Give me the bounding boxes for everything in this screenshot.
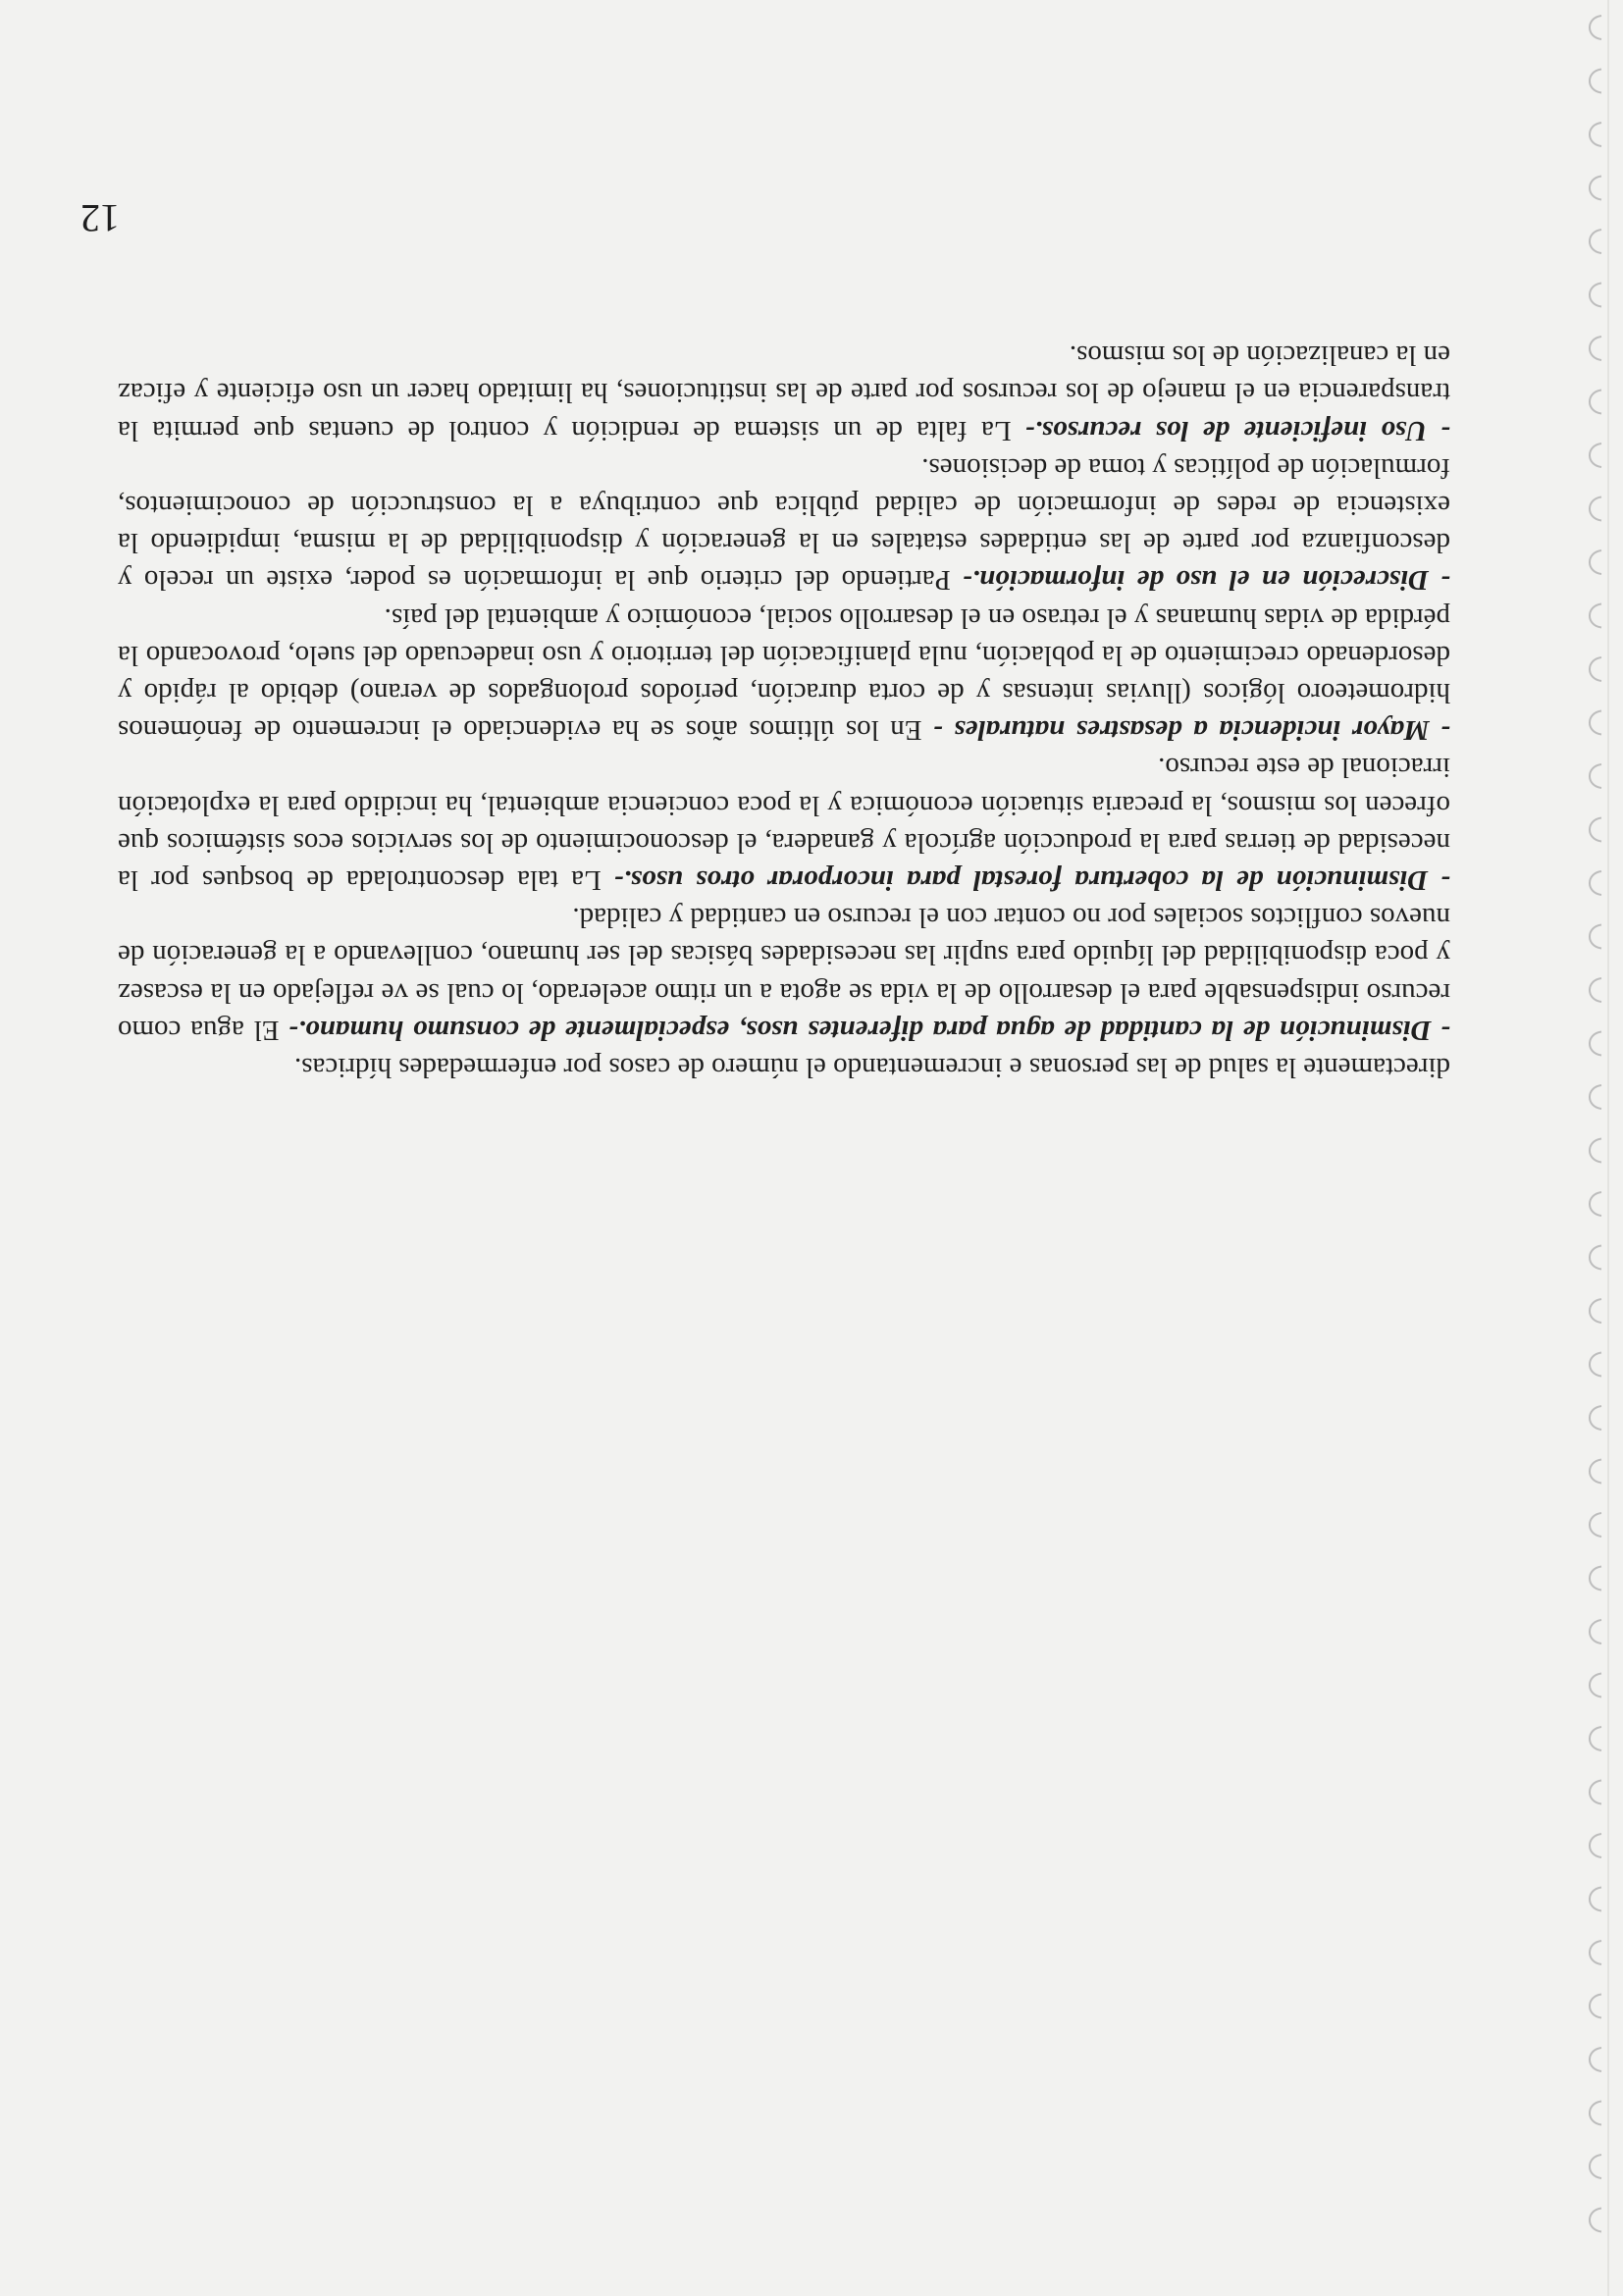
document-body [118,337,1450,1086]
paragraph-text: Partiendo del criterio que la información es poder, existe un recelo y desconfianza por parte de las entidades estatales en la generación y disponibilidad de la misma, impidiendo la existencia de redes de información de calidad pública que contribuya a la construcción de conocimientos, formulación de políticas y toma de decisiones. [118,451,1450,597]
binding-hole [1590,1085,1601,1109]
binding-hole [1590,1620,1601,1644]
binding-hole [1590,1888,1601,1911]
paragraph-desastres [118,599,1450,749]
paragraph-text: directamente la salud de las personas e incrementando el número de casos por enfermedades hídricas. [293,1052,1450,1083]
binding-hole [1590,444,1601,467]
binding-hole [1590,1781,1601,1804]
binding-hole [1590,2209,1601,2232]
binding-hole [1590,1032,1601,1056]
paragraph-heading: - Discreción en el uso de información.- [963,564,1450,597]
spiral-binding-holes [1576,0,1615,2296]
binding-hole [1590,925,1601,949]
paragraph-hidricas [118,1049,1450,1086]
page-number: 12 [80,196,120,240]
binding-hole [1590,1941,1601,1964]
binding-hole [1590,230,1601,253]
binding-hole [1590,123,1601,146]
paragraph-heading: - Disminución de la cobertura forestal para incorporar otros usos.- [613,863,1450,896]
binding-hole [1590,1192,1601,1216]
binding-hole [1590,1406,1601,1430]
paragraph-text: En los últimos años se ha evidenciado el incremento de fenómenos hidrometeoro lógicos (lluvias intensas y de corta duración, períodos prolongados de verano) debido al rápido y desordenado crecimiento de la población, nula planificación del territorio y uso inadecuado del suelo, provocando la pérdida de vidas humanas y el retraso en el desarrollo social, económico y ambiental del país. [118,601,1450,747]
binding-hole [1590,711,1601,735]
binding-hole [1590,657,1601,681]
binding-hole [1590,604,1601,628]
binding-hole [1590,818,1601,842]
binding-hole [1590,871,1601,895]
binding-hole [1590,1727,1601,1750]
binding-hole [1590,391,1601,414]
paragraph-text: La tala descontrolada de bosques por la necesidad de tierras para la producción agrícola y ganadera, el desconocimiento de los servicios ecos sistémicos que ofrecen los mismos, la precaria situación económica y la poca conciencia ambiental, ha incidido para la explotación irracional de este recurso. [117,752,1450,896]
binding-hole [1590,1139,1601,1163]
paragraph-heading: - Mayor incidencia a desastres naturales - [933,714,1450,747]
binding-hole [1590,1299,1601,1323]
paragraph-agua [118,899,1450,1049]
binding-hole [1590,978,1601,1002]
binding-hole [1590,1460,1601,1484]
paragraph-informacion [118,449,1450,600]
paragraph-heading: - Uso ineficiente de los recursos.- [1024,414,1450,446]
binding-hole [1590,550,1601,574]
binding-hole [1590,16,1601,39]
paragraph-text: La falta de un sistema de rendición y control de cuentas que permita la transparencia en el manejo de los recursos por parte de las instituciones, ha limitado hacer un uso eficiente y eficaz en la canalización de los mismos. [118,339,1450,446]
binding-hole [1590,1353,1601,1377]
paragraph-cobertura-forestal [118,749,1450,899]
binding-hole [1590,764,1601,788]
paragraph-recursos [118,337,1450,449]
binding-hole [1590,497,1601,521]
binding-hole [1590,1674,1601,1697]
paragraph-heading: - Disminución de la cantidad de agua para diferentes usos, especialmente de consumo humano.- [288,1014,1450,1046]
binding-hole [1590,2048,1601,2071]
binding-hole [1590,337,1601,360]
binding-hole [1590,2102,1601,2125]
binding-hole [1590,1995,1601,2018]
paragraph-text: El agua como recurso indispensable para el desarrollo de la vida se agota a un ritmo acelerado, lo cual se ve reflejado en la escasez y poca disponibilidad del líquido para suplir las necesidades básicas del ser humano, conllevando a la generación de nuevos conflictos sociales por no contar con el recurso en cantidad y calidad. [118,902,1450,1046]
binding-hole [1590,1513,1601,1537]
binding-hole [1590,2155,1601,2178]
binding-hole [1590,284,1601,307]
binding-hole [1590,1834,1601,1857]
binding-hole [1590,177,1601,200]
binding-hole [1590,70,1601,93]
binding-hole [1590,1567,1601,1591]
binding-hole [1590,1246,1601,1270]
